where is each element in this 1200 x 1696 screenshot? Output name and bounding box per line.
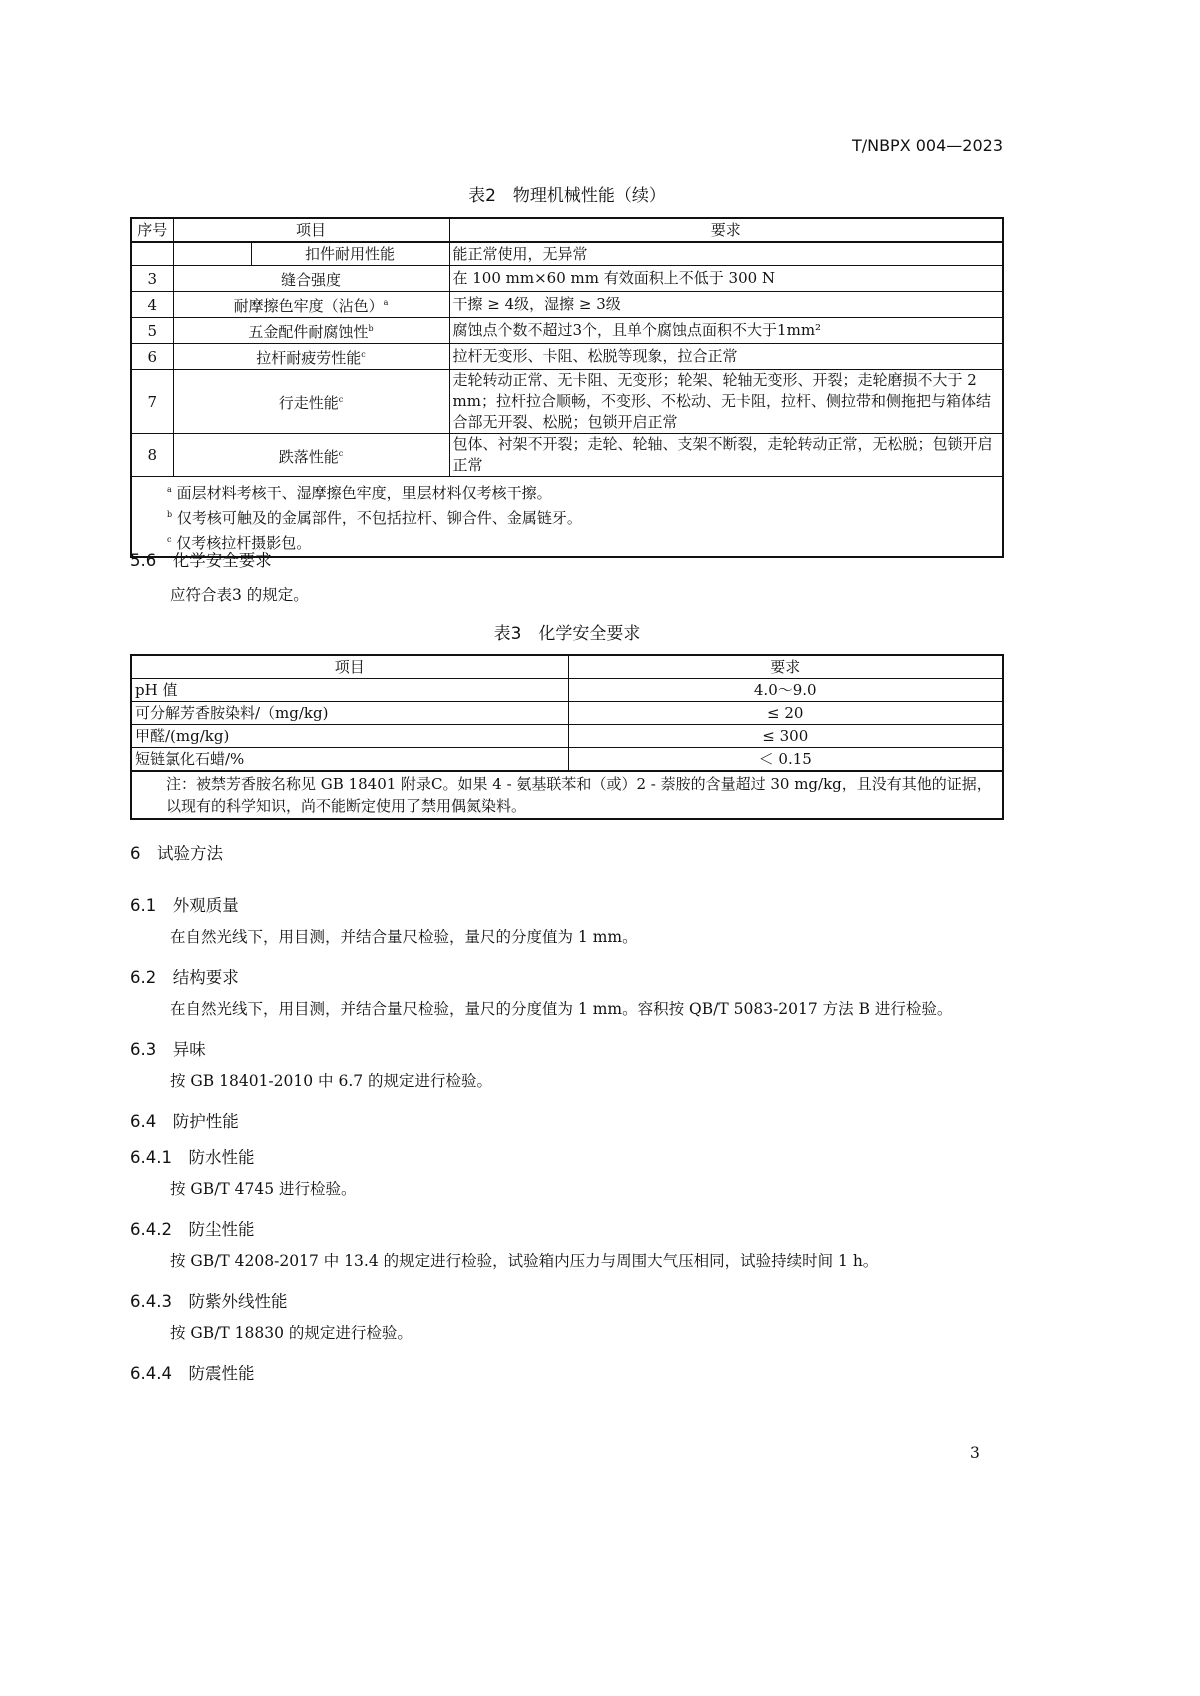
subsection-heading: 6.4.2 防尘性能 bbox=[130, 1220, 255, 1239]
note-c: $^c$ 仅考核拉杆摄影包。 bbox=[167, 534, 312, 552]
paragraph: 按 GB 18401-2010 中 6.7 的规定进行检验。 bbox=[170, 1072, 493, 1090]
req-cell: 腐蚀点个数不超过3个，且单个腐蚀点面积不大于1mm² bbox=[449, 318, 1003, 344]
item-cell: 五金配件耐腐蚀性$^b$ bbox=[173, 318, 449, 344]
no-cell: 6 bbox=[131, 344, 173, 370]
item-cell: 缝合强度 bbox=[173, 266, 449, 292]
req-cell: 拉杆无变形、卡阻、松脱等现象，拉合正常 bbox=[449, 344, 1003, 370]
table3 bbox=[130, 654, 1004, 820]
paragraph: 按 GB/T 18830 的规定进行检验。 bbox=[170, 1324, 413, 1342]
item-cell: 跌落性能$^c$ bbox=[173, 434, 449, 477]
item-cell: 行走性能$^c$ bbox=[173, 370, 449, 434]
item-cell: 拉杆耐疲劳性能$^c$ bbox=[173, 344, 449, 370]
table-row bbox=[131, 702, 1003, 725]
page-number: 3 bbox=[970, 1444, 980, 1462]
table-row bbox=[131, 748, 1003, 772]
col-header: 序号 bbox=[131, 218, 173, 242]
table-row bbox=[131, 434, 1003, 477]
item-cell: 可分解芳香胺染料/（mg/kg) bbox=[131, 702, 568, 725]
no-cell: 7 bbox=[131, 370, 173, 434]
paragraph: 在自然光线下，用目测，并结合量尺检验，量尺的分度值为 1 mm。 bbox=[170, 928, 638, 946]
req-cell: 能正常使用，无异常 bbox=[449, 242, 1003, 266]
table-row bbox=[131, 370, 1003, 434]
subsection-heading: 6.2 结构要求 bbox=[130, 968, 239, 987]
col-header: 要求 bbox=[449, 218, 1003, 242]
subsection-heading: 6.1 外观质量 bbox=[130, 896, 239, 915]
no-cell: 5 bbox=[131, 318, 173, 344]
table3-note: 注：被禁芳香胺名称见 GB 18401 附录C。如果 4 - 氨基联苯和（或）2 - 萘胺的含量超过 30 mg/kg，且没有其他的证据，以现有的科学知识，尚不能断定使用了禁用偶氮染料。 bbox=[131, 771, 1003, 819]
col-header: 要求 bbox=[568, 655, 1003, 679]
table2-caption: 表2 物理机械性能（续） bbox=[468, 186, 666, 206]
table-row bbox=[131, 242, 1003, 266]
req-cell: 包体、衬架不开裂；走轮、轮轴、支架不断裂，走轮转动正常，无松脱；包锁开启正常 bbox=[449, 434, 1003, 477]
subsection-heading: 6.4 防护性能 bbox=[130, 1112, 239, 1131]
paragraph: 按 GB/T 4208-2017 中 13.4 的规定进行检验，试验箱内压力与周围大气压相同，试验持续时间 1 h。 bbox=[170, 1252, 879, 1270]
req-cell: 在 100 mm×60 mm 有效面积上不低于 300 N bbox=[449, 266, 1003, 292]
note-b: $^b$ 仅考核可触及的金属部件，不包括拉杆、铆合件、金属链牙。 bbox=[167, 509, 582, 527]
table-row bbox=[131, 318, 1003, 344]
section-heading: 5.6 化学安全要求 bbox=[130, 551, 272, 570]
table2-notes bbox=[131, 477, 1003, 558]
paragraph: 按 GB/T 4745 进行检验。 bbox=[170, 1180, 357, 1198]
subsection-heading: 6.4.1 防水性能 bbox=[130, 1148, 255, 1167]
req-cell: ＜ 0.15 bbox=[568, 748, 1003, 772]
no-cell: 8 bbox=[131, 434, 173, 477]
paragraph: 应符合表3 的规定。 bbox=[170, 586, 309, 604]
note-a: $^a$ 面层材料考核干、湿摩擦色牢度，里层材料仅考核干擦。 bbox=[167, 484, 552, 502]
section-heading: 6 试验方法 bbox=[130, 844, 223, 863]
no-cell: 4 bbox=[131, 292, 173, 318]
subsection-heading: 6.4.3 防紫外线性能 bbox=[130, 1292, 288, 1311]
req-cell: ≤ 20 bbox=[568, 702, 1003, 725]
table-row bbox=[131, 679, 1003, 702]
no-cell: 3 bbox=[131, 266, 173, 292]
req-cell: 走轮转动正常、无卡阻、无变形；轮架、轮轴无变形、开裂；走轮磨损不大于 2 mm；拉杆拉合顺畅，不变形、不松动、无卡阻，拉杆、侧拉带和侧拖把与箱体结合部无开裂、松脱；包锁开启正常 bbox=[449, 370, 1003, 434]
item-cell: 短链氯化石蜡/% bbox=[131, 748, 568, 772]
paragraph: 在自然光线下，用目测，并结合量尺检验，量尺的分度值为 1 mm。容积按 QB/T 5083-2017 方法 B 进行检验。 bbox=[170, 1000, 953, 1018]
item-cell: pH 值 bbox=[131, 679, 568, 702]
doc-id: T/NBPX 004—2023 bbox=[851, 136, 1003, 155]
section-6 bbox=[130, 840, 1004, 1392]
table3-caption: 表3 化学安全要求 bbox=[493, 624, 641, 644]
table-row bbox=[131, 725, 1003, 748]
req-cell: 干擦 ≥ 4级，湿擦 ≥ 3级 bbox=[449, 292, 1003, 318]
table-row bbox=[131, 344, 1003, 370]
table2 bbox=[130, 217, 1004, 558]
item-cell: 扣件耐用性能 bbox=[251, 242, 449, 266]
table-row bbox=[131, 266, 1003, 292]
col-header: 项目 bbox=[131, 655, 568, 679]
table-row bbox=[131, 292, 1003, 318]
item-cell: 耐摩擦色牢度（沾色）$^a$ bbox=[173, 292, 449, 318]
req-cell: 4.0～9.0 bbox=[568, 679, 1003, 702]
subsection-heading: 6.4.4 防震性能 bbox=[130, 1364, 255, 1383]
col-header: 项目 bbox=[173, 218, 449, 242]
subsection-heading: 6.3 异味 bbox=[130, 1040, 206, 1059]
item-cell: 甲醛/(mg/kg) bbox=[131, 725, 568, 748]
req-cell: ≤ 300 bbox=[568, 725, 1003, 748]
